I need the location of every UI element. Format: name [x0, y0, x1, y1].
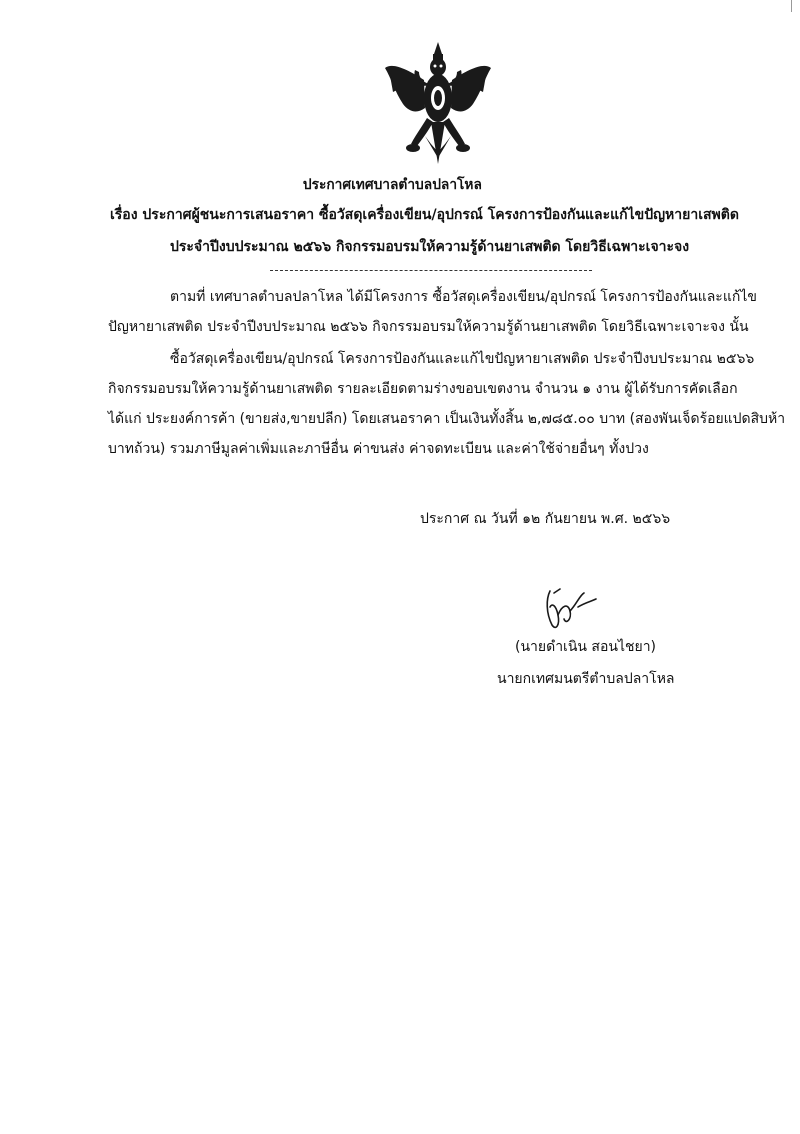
body-line-5: ได้แก่ ประยงค์การค้า (ขายส่ง,ขายปลีก) โดยเสนอราคา เป็นเงินทั้งสิ้น ๒,๗๘๕.๐๐ บาท (สองพันเจ็ดร้อยแปดสิบห้า — [108, 411, 786, 427]
garuda-emblem-icon — [383, 40, 493, 170]
announcement-date: ประกาศ ณ วันที่ ๑๒ กันยายน พ.ศ. ๒๕๖๖ — [420, 511, 671, 527]
document-title: ประกาศเทศบาลตำบลปลาโหล — [302, 177, 482, 193]
body-line-2: ปัญหายาเสพติด ประจำปีงบประมาณ ๒๕๖๖ กิจกรรมอบรมให้ความรู้ด้านยาเสพติด โดยวิธีเฉพาะเจาะจง นั้น — [108, 319, 749, 335]
signatory-name: (นายดำเนิน สอนไชยา) — [515, 639, 657, 655]
subject-line-1: เรื่อง ประกาศผู้ชนะการเสนอราคา ซื้อวัสดุเครื่องเขียน/อุปกรณ์ โครงการป้องกันและแก้ไขปัญหายาเสพติด — [110, 207, 739, 223]
page-edge-mark — [777, 0, 792, 12]
heading-divider — [270, 270, 592, 271]
signatory-position: นายกเทศมนตรีตำบลปลาโหล — [497, 671, 675, 687]
handwritten-signature — [540, 585, 600, 635]
body-line-6: บาทถ้วน) รวมภาษีมูลค่าเพิ่มและภาษีอื่น ค่าขนส่ง ค่าจดทะเบียน และค่าใช้จ่ายอื่นๆ ทั้งปวง — [108, 441, 649, 457]
subject-line-2: ประจำปีงบประมาณ ๒๕๖๖ กิจกรรมอบรมให้ความรู้ด้านยาเสพติด โดยวิธีเฉพาะเจาะจง — [170, 239, 690, 255]
body-line-3: ซื้อวัสดุเครื่องเขียน/อุปกรณ์ โครงการป้องกันและแก้ไขปัญหายาเสพติด ประจำปีงบประมาณ ๒๕๖๖ — [170, 351, 755, 367]
body-line-4: กิจกรรมอบรมให้ความรู้ด้านยาเสพติด รายละเอียดตามร่างขอบเขตงาน จำนวน ๑ งาน ผู้ได้รับการคัดเลือก — [108, 381, 738, 397]
body-line-1: ตามที่ เทศบาลตำบลปลาโหล ได้มีโครงการ ซื้อวัสดุเครื่องเขียน/อุปกรณ์ โครงการป้องกันและแก้ไข — [170, 289, 757, 305]
